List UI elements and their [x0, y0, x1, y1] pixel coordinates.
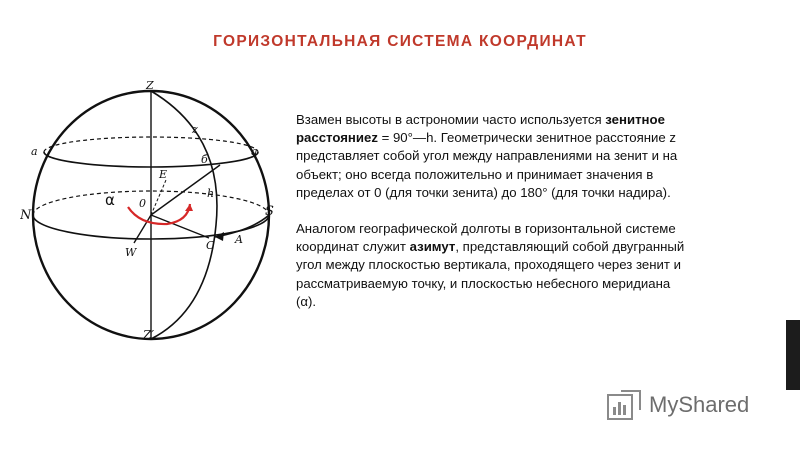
label-c: C	[206, 239, 215, 252]
label-h: h	[207, 187, 215, 200]
watermark-text: MyShared	[649, 392, 750, 417]
label-z: z	[192, 123, 198, 136]
paragraph-azimuth: Аналогом географической долготы в горизонтальной системе координат служит азимут, представляющий собой двугранный угол между плоскостью вертикала, проходящего через зенит и рассматриваемую точку, и плоскостью небесного меридиана (α).	[296, 221, 685, 309]
label-a-azimuth: A	[235, 233, 243, 246]
azimuth-arrowhead	[215, 232, 224, 241]
label-nadir: Z′	[143, 328, 155, 342]
label-north: N	[20, 208, 32, 223]
vertical-foot-line	[151, 215, 209, 238]
vertical-circle	[151, 91, 217, 339]
label-a-left: a	[31, 145, 38, 158]
myshared-logo-icon	[607, 388, 643, 422]
side-tab	[786, 320, 800, 390]
label-origin: 0	[139, 197, 146, 210]
watermark-logo	[607, 387, 749, 423]
label-zenith: Z	[146, 79, 154, 92]
label-east: E	[159, 168, 168, 181]
label-west: W	[125, 246, 137, 259]
label-south: S	[265, 204, 274, 219]
slide-body	[296, 111, 686, 329]
alpha-angle-arc	[128, 204, 190, 224]
slide-title: ГОРИЗОНТАЛЬНАЯ СИСТЕМА КООРДИНАТ	[213, 33, 587, 50]
label-b: б	[201, 153, 208, 166]
paragraph-zenith-distance: Взамен высоты в астрономии часто используется зенитное расстояниеz = 90°—h. Геометрически зенитное расстояние z представляет собой угол между направлениями на зенит и на объект; оно всегда положительно и принимает значения в пределах от 0 (для точки зенита) до 180° (для точки надира).	[296, 112, 678, 200]
celestial-sphere-diagram	[20, 75, 285, 350]
label-alpha: α	[105, 191, 115, 209]
label-a-right: a	[251, 145, 258, 158]
